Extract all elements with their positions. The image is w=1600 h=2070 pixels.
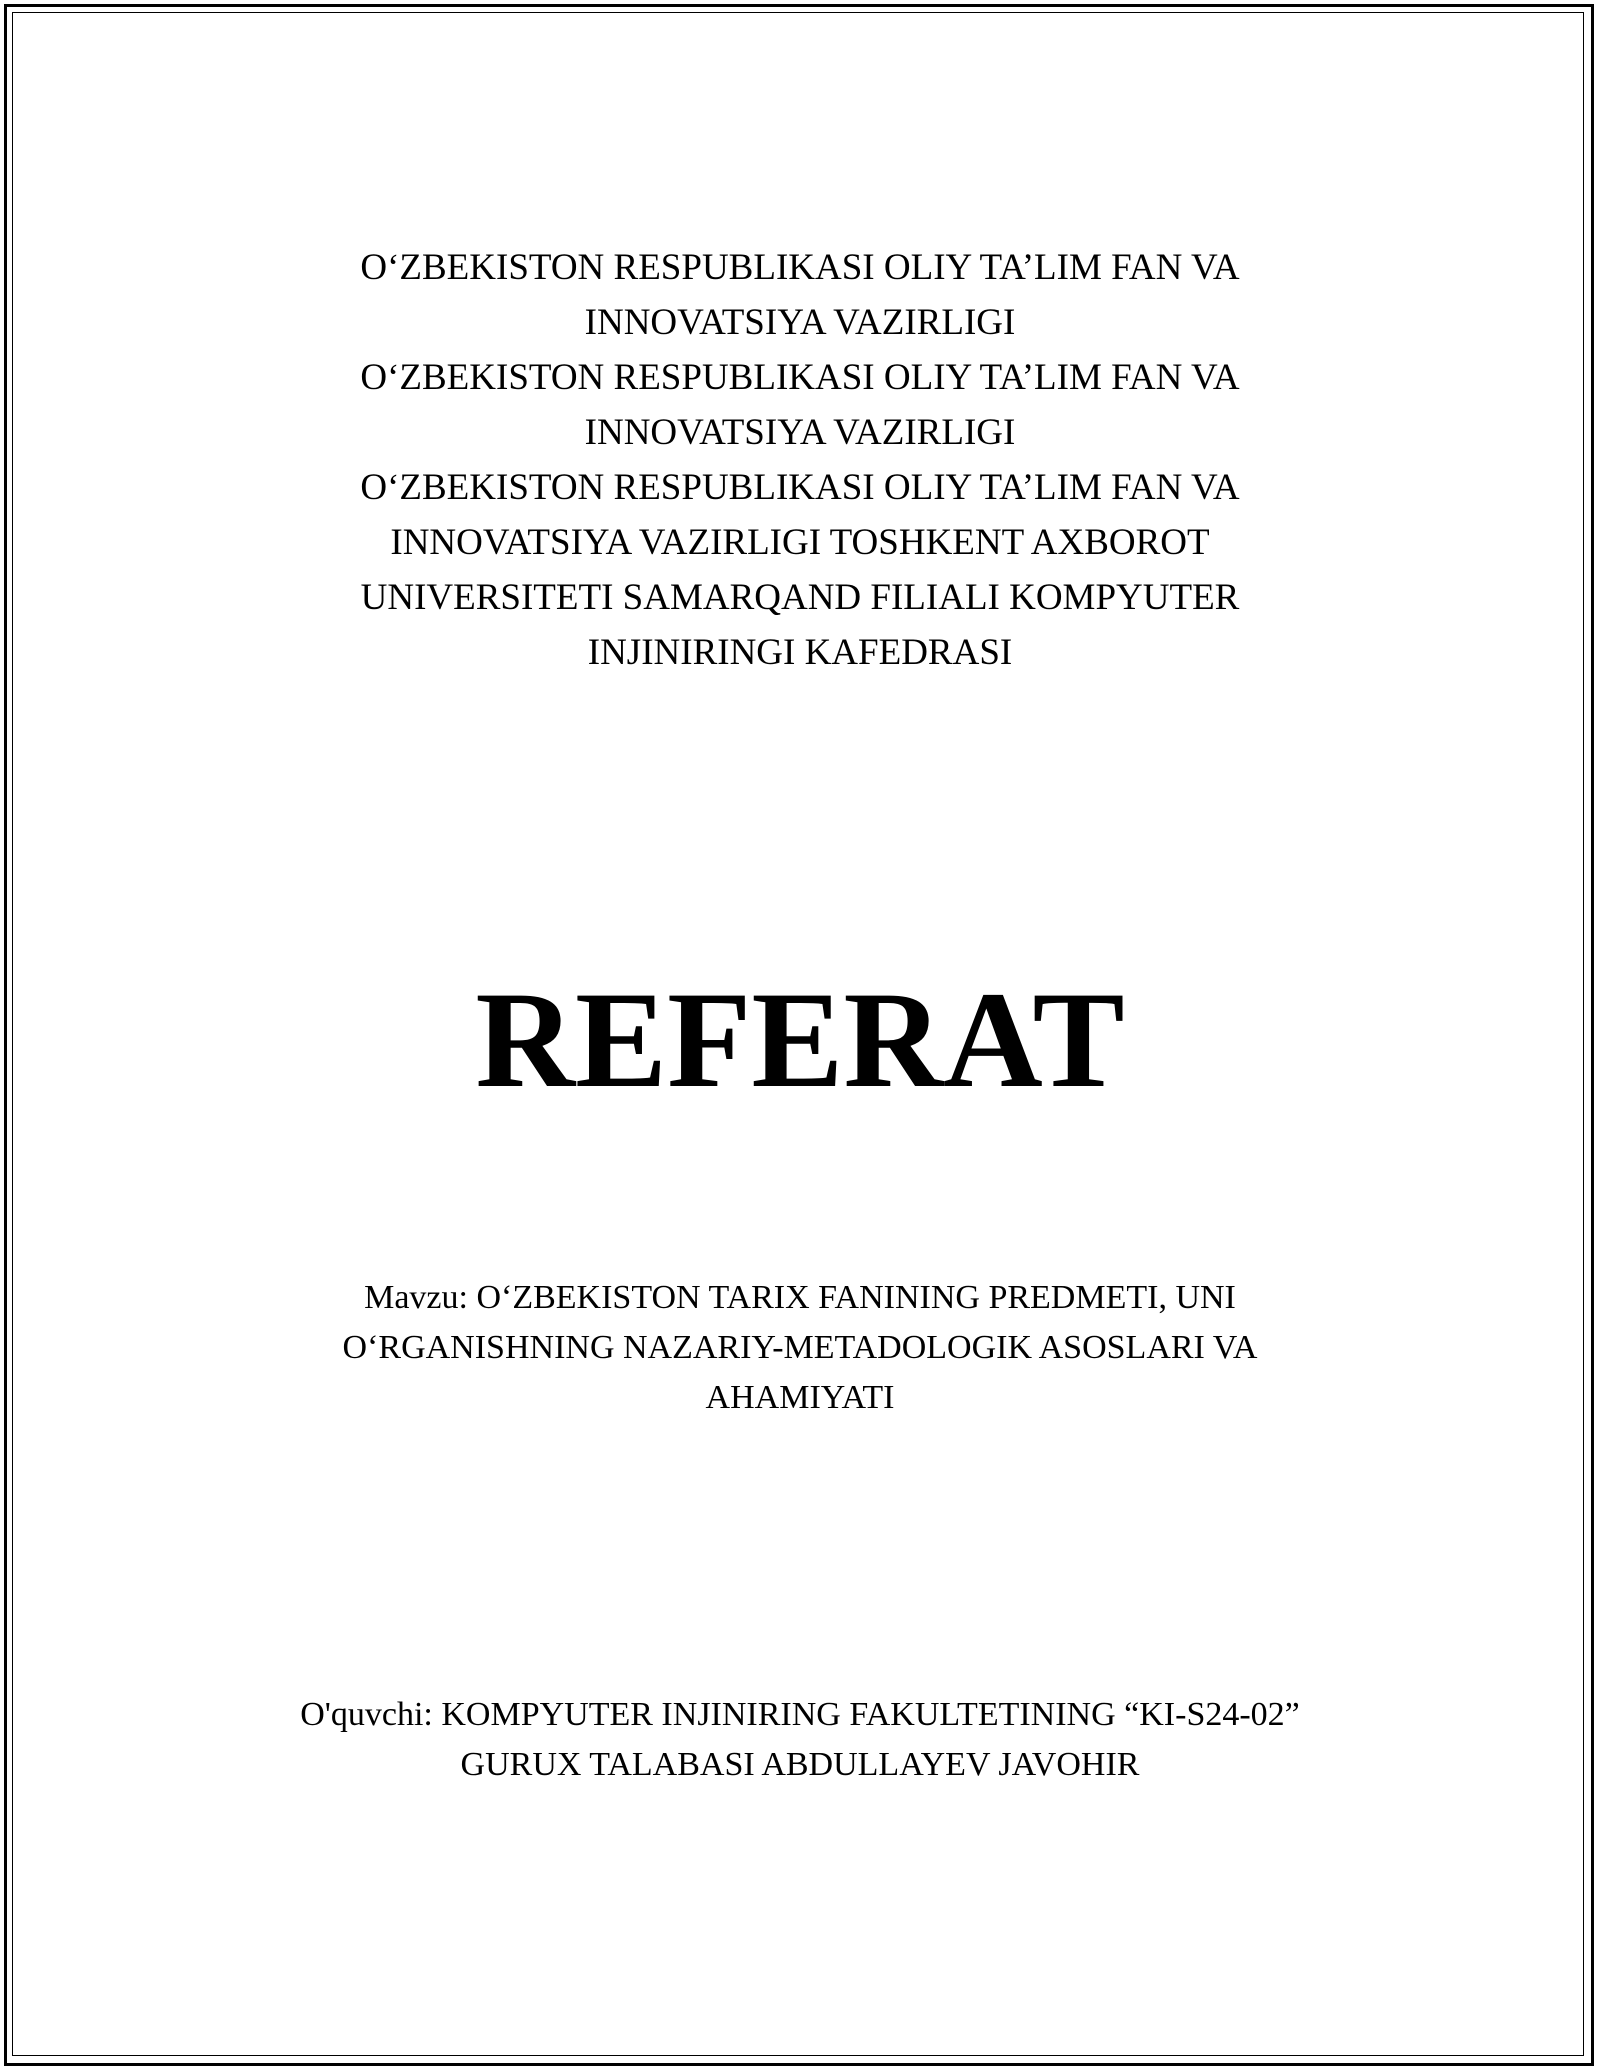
topic-line: O‘RGANISHNING NAZARIY-METADOLOGIK ASOSLARI VA: [342, 1329, 1258, 1366]
header-line: UNIVERSITETI SAMARQAND FILIALI KOMPYUTER: [360, 577, 1240, 618]
topic-line: Mavzu: O‘ZBEKISTON TARIX FANINING PREDMETI, UNI: [364, 1279, 1236, 1316]
student-line: GURUX TALABASI ABDULLAYEV JAVOHIR: [460, 1746, 1140, 1783]
header-line: O‘ZBEKISTON RESPUBLIKASI OLIY TA’LIM FAN VA: [360, 467, 1240, 508]
institution-header: [0, 240, 1600, 680]
header-line: INNOVATSIYA VAZIRLIGI: [584, 412, 1016, 453]
topic-block: [0, 1273, 1600, 1423]
header-line: INJINIRINGI KAFEDRASI: [587, 632, 1013, 673]
header-line: INNOVATSIYA VAZIRLIGI TOSHKENT AXBOROT: [390, 522, 1210, 563]
header-line: O‘ZBEKISTON RESPUBLIKASI OLIY TA’LIM FAN VA: [360, 247, 1240, 288]
header-line: INNOVATSIYA VAZIRLIGI: [584, 302, 1016, 343]
header-line: O‘ZBEKISTON RESPUBLIKASI OLIY TA’LIM FAN VA: [360, 357, 1240, 398]
student-line: O'quvchi: KOMPYUTER INJINIRING FAKULTETINING “KI-S24-02”: [300, 1696, 1300, 1733]
topic-line: AHAMIYATI: [705, 1379, 895, 1416]
student-block: [0, 1690, 1600, 1790]
document-title: REFERAT: [475, 963, 1125, 1116]
